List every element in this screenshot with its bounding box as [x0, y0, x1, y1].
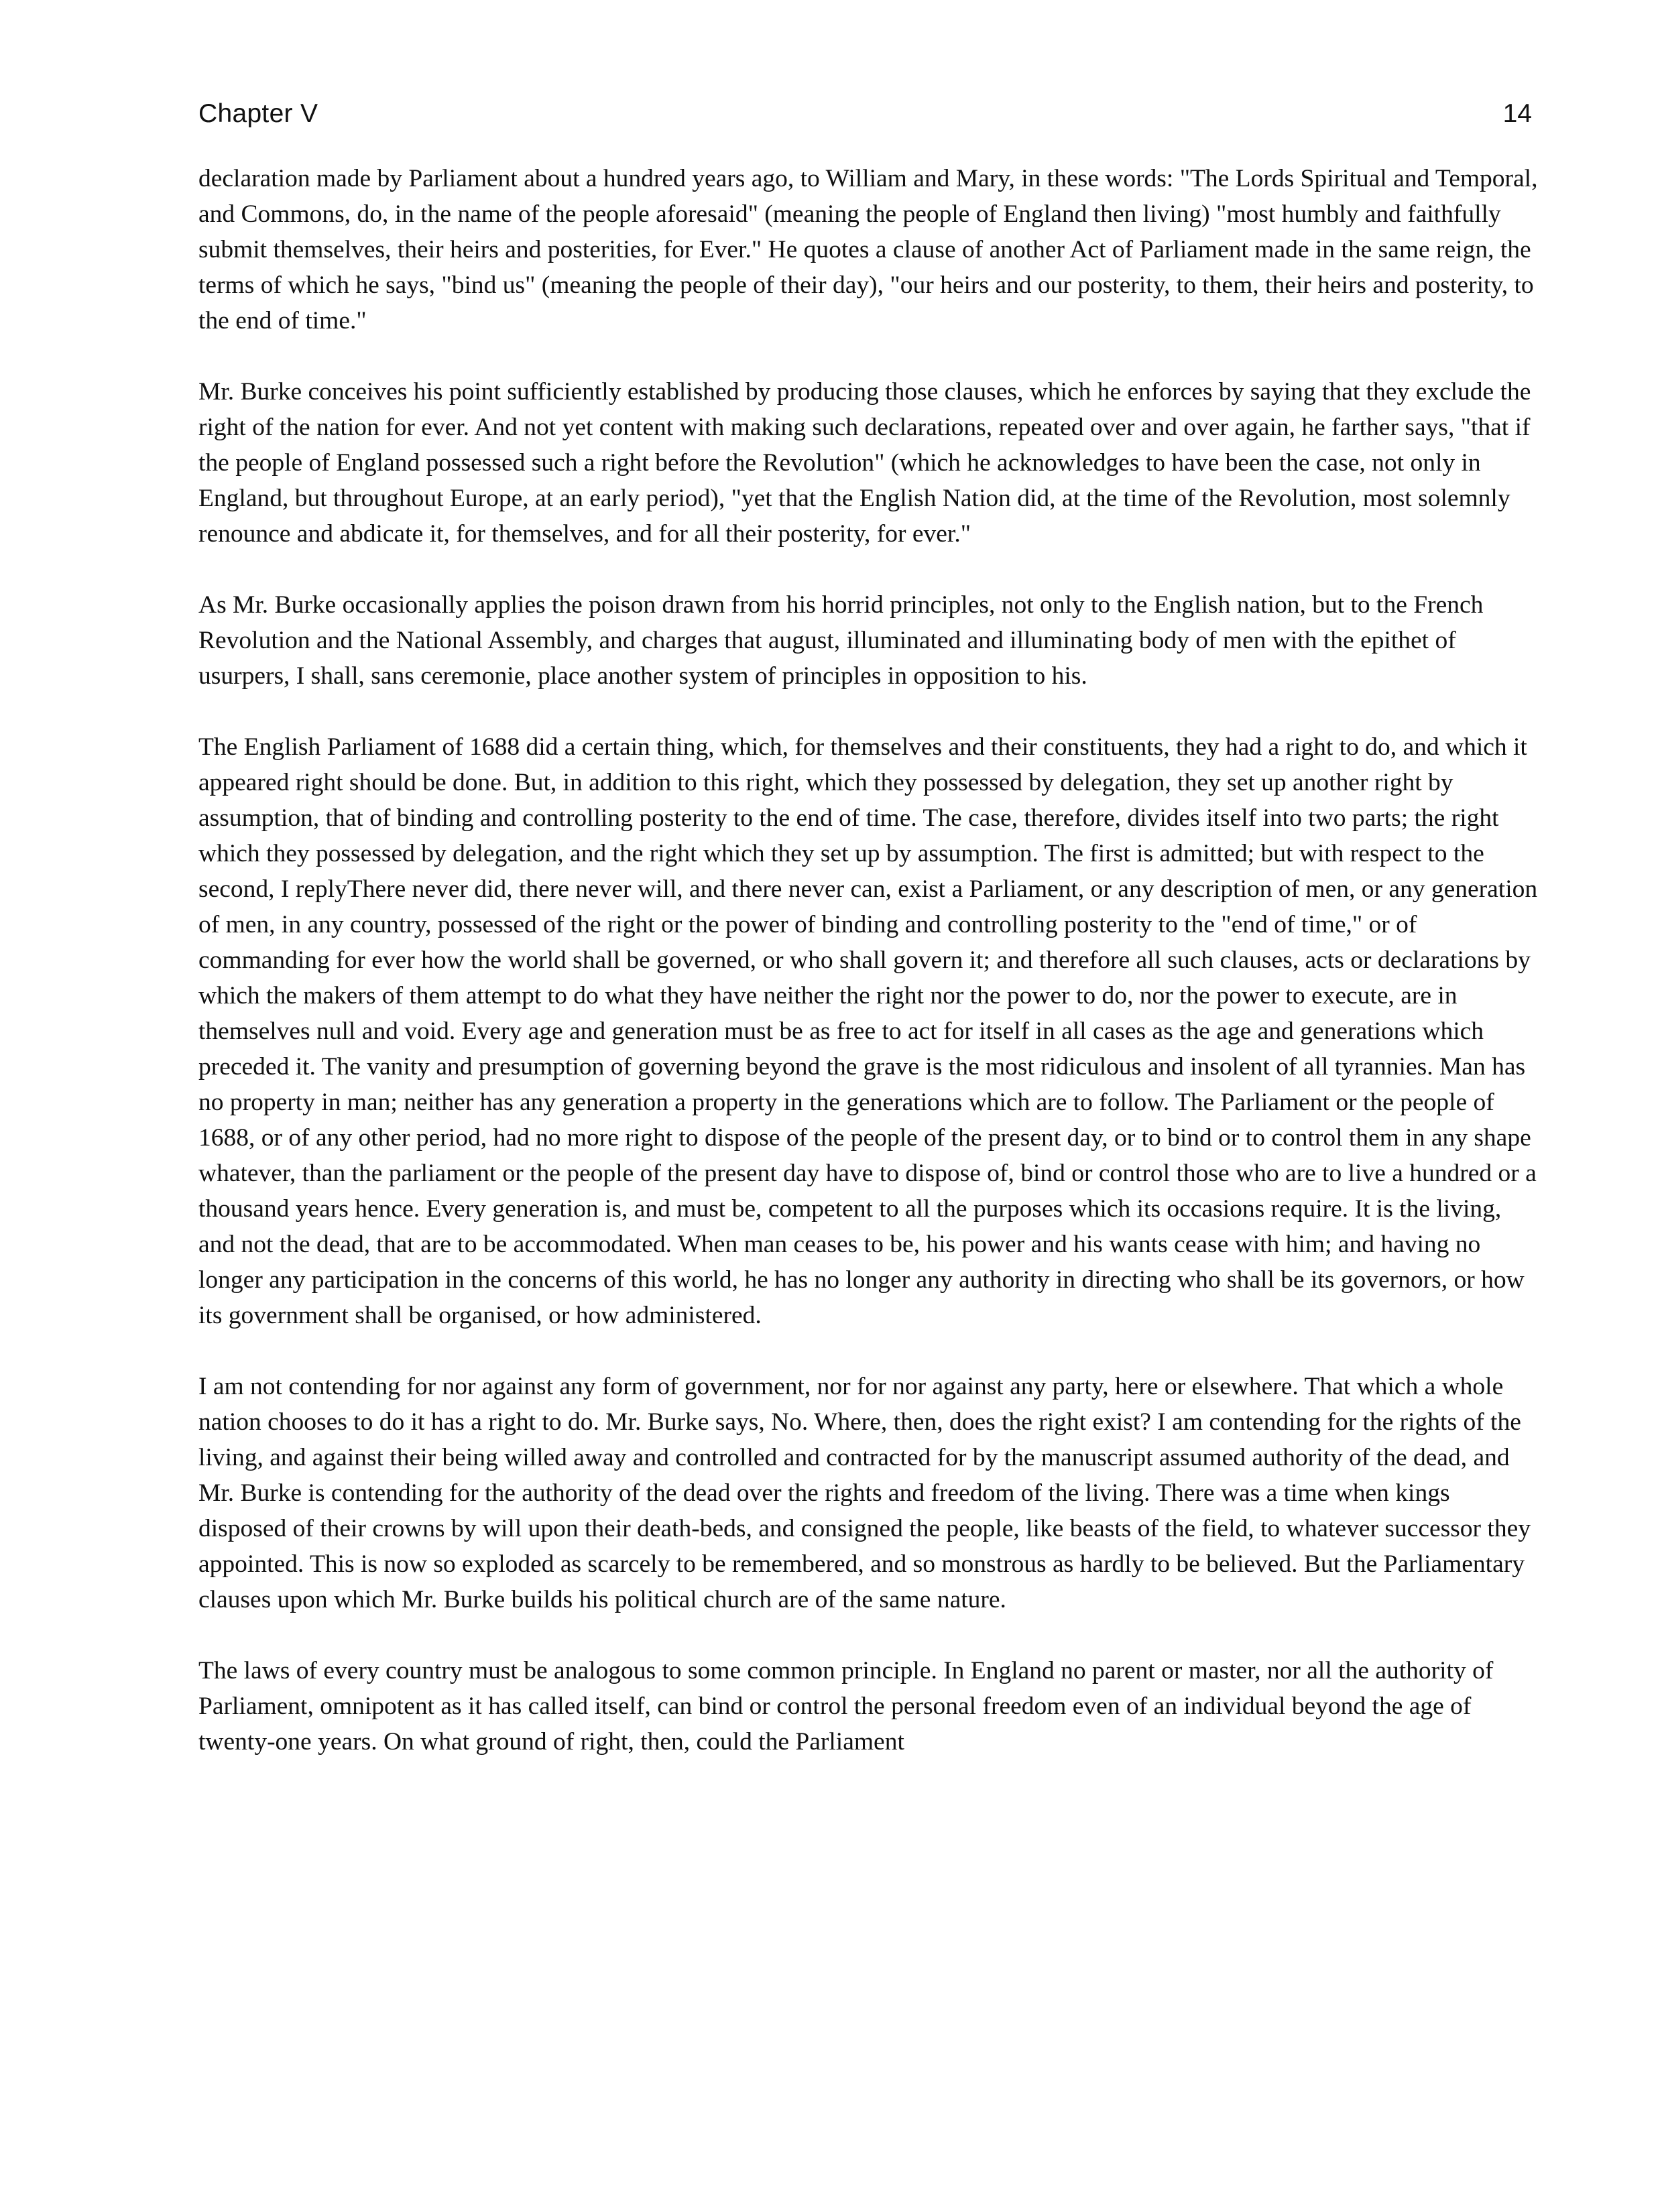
paragraph: The English Parliament of 1688 did a certain thing, which, for themselves and their constituents, they had a right to do, and which it appeared right should be done. But, in addition to this right, which they possessed by delegation, they set up another right by assumption, that of binding and controlling posterity to the end of time. The case, therefore, divides itself into two parts; the right which they possessed by delegation, and the right which they set up by assumption. The first is admitted; but with respect to the second, I replyThere never did, there never will, and there never can, exist a Parliament, or any description of men, or any generation of men, in any country, possessed of the right or the power of binding and controlling posterity to the "end of time," or of commanding for ever how the world shall be governed, or who shall govern it; and therefore all such clauses, acts or declarations by which the makers of them attempt to do what they have neither the right nor the power to do, nor the power to execute, are in themselves null and void. Every age and generation must be as free to act for itself in all cases as the age and generations which preceded it. The vanity and presumption of governing beyond the grave is the most ridiculous and insolent of all tyrannies. Man has no property in man; neither has any generation a property in the generations which are to follow. The Parliament or the people of 1688, or of any other period, had no more right to dispose of the people of the present day, or to bind or to control them in any shape whatever, than the parliament or the people of the present day have to dispose of, bind or control those who are to live a hundred or a thousand years hence. Every generation is, and must be, competent to all the purposes which its occasions require. It is the living, and not the dead, that are to be accommodated. When man ceases to be, his power and his wants cease with him; and having no longer any participation in the concerns of this world, he has no longer any authority in directing who shall be its governors, or how its government shall be organised, or how administered. — [198, 733, 1538, 1329]
paragraph: I am not contending for nor against any form of government, nor for nor against any party, here or elsewhere. That which a whole nation chooses to do it has a right to do. Mr. Burke says, No. Where, then, does the right exist? I am contending for the rights of the living, and against their being willed away and controlled and contracted for by the manuscript assumed authority of the dead, and Mr. Burke is contending for the authority of the dead over the rights and freedom of the living. There was a time when kings disposed of their crowns by will upon their death-beds, and consigned the people, like beasts of the field, to whatever successor they appointed. This is now so exploded as scarcely to be remembered, and so monstrous as hardly to be believed. But the Parliamentary clauses upon which Mr. Burke builds his political church are of the same nature. — [198, 1373, 1531, 1613]
paragraph: As Mr. Burke occasionally applies the poison drawn from his horrid principles, not only to the English nation, but to the French Revolution and the National Assembly, and charges that august, illuminated and illuminating body of men with the epithet of usurpers, I shall, sans ceremonie, place another system of principles in opposition to his. — [198, 591, 1484, 690]
page-number: 14 — [1502, 99, 1532, 128]
paragraph: Mr. Burke conceives his point sufficiently established by producing those clauses, which he enforces by saying that they exclude the right of the nation for ever. And not yet content with making such declarations, repeated over and over again, he farther says, "that if the people of England possessed such a right before the Revolution" (which he acknowledges to have been the case, not only in England, but throughout Europe, at an early period), "yet that the English Nation did, at the time of the Revolution, most solemnly renounce and abdicate it, for themselves, and for all their posterity, for ever." — [198, 378, 1531, 548]
body-text — [198, 161, 1538, 1760]
paragraph: The laws of every country must be analogous to some common principle. In England no parent or master, nor all the authority of Parliament, omnipotent as it has called itself, can bind or control the personal freedom even of an individual beyond the age of twenty-one years. On what ground of right, then, could the Parliament — [198, 1657, 1494, 1756]
chapter-title: Chapter V — [198, 99, 318, 128]
page-header — [198, 99, 1532, 139]
paragraph: declaration made by Parliament about a hundred years ago, to William and Mary, in these words: "The Lords Spiritual and Temporal, and Commons, do, in the name of the people aforesaid" (meaning the people of England then living) "most humbly and faithfully submit themselves, their heirs and posterities, for Ever." He quotes a clause of another Act of Parliament made in the same reign, the terms of which he says, "bind us" (meaning the people of their day), "our heirs and our posterity, to them, their heirs and posterity, to the end of time." — [198, 165, 1538, 334]
